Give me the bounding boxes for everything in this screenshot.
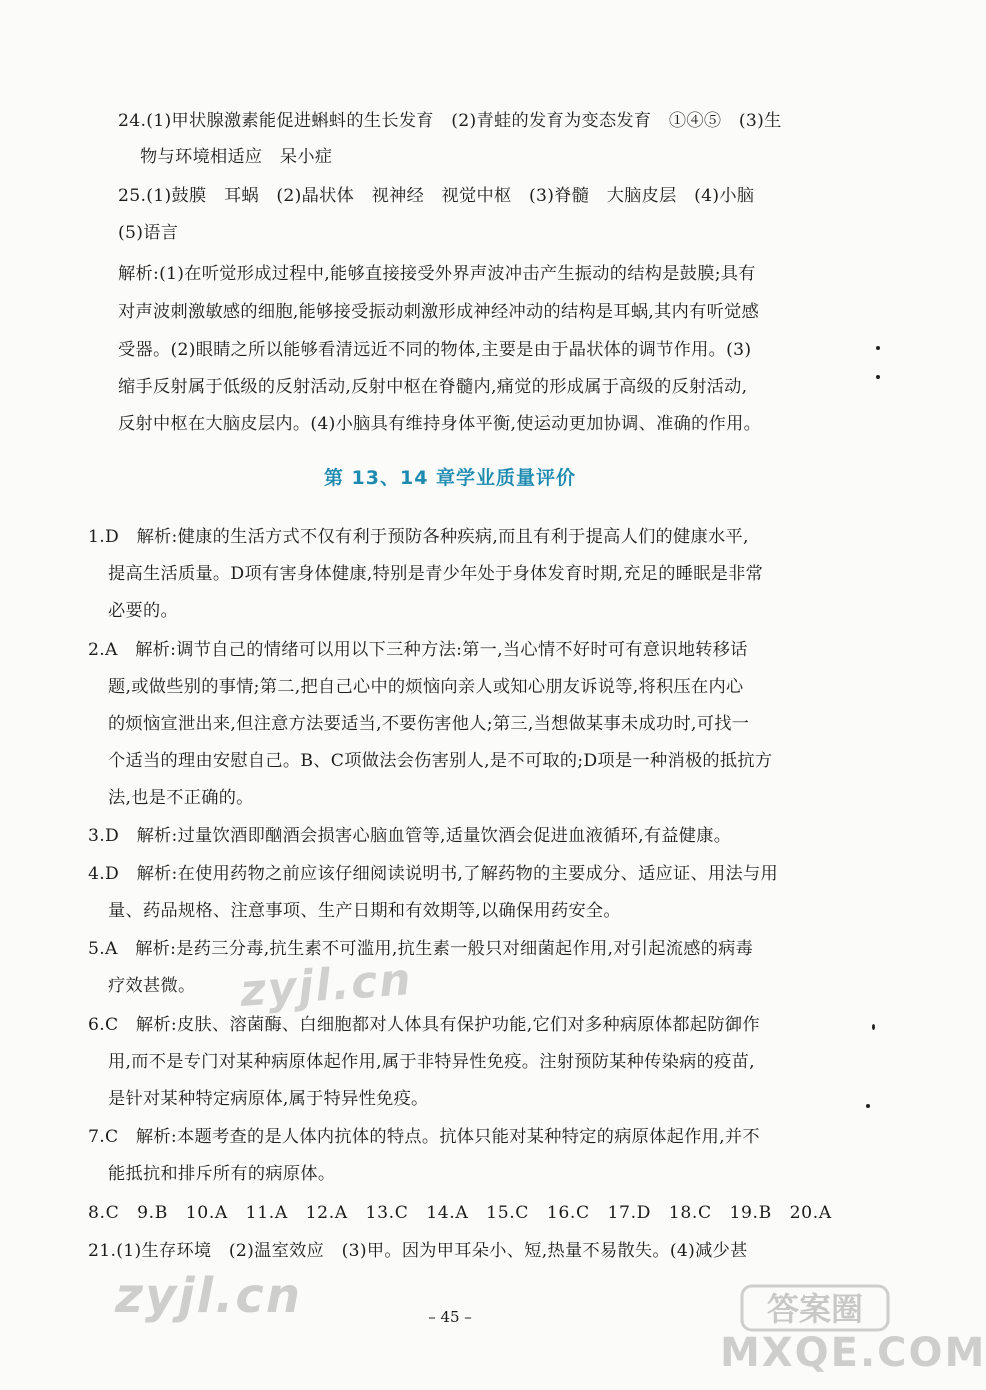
answer-5-line-2: 疗效甚微。 [108, 976, 196, 996]
margin-speck [876, 375, 880, 379]
page-number: – 45 – [428, 1308, 472, 1326]
answer-2-line-5: 法,也是不正确的。 [108, 788, 254, 808]
answer-2-line-3: 的烦恼宣泄出来,但注意方法要适当,不要伤害他人;第三,当想做某事未成功时,可找一 [108, 714, 750, 734]
answer-25-line-1: 25.(1)鼓膜 耳蜗 (2)晶状体 视神经 视觉中枢 (3)脊髓 大脑皮层 (4)小脑 [118, 186, 755, 206]
answer-2-line-2: 题,或做些别的事情;第二,把自己心中的烦恼向亲人或知心朋友诉说等,将积压在内心 [108, 677, 744, 697]
margin-speck [866, 1104, 870, 1108]
answer-25-analysis-line-1: 解析:(1)在听觉形成过程中,能够直接接受外界声波冲击产生振动的结构是鼓膜;具有 [118, 264, 756, 284]
answers-8-to-20: 8.C 9.B 10.A 11.A 12.A 13.C 14.A 15.C 16.C 17.D 18.C 19.B 20.A [88, 1203, 832, 1223]
zyjl-watermark-bottom: zyjl.cn [115, 1268, 302, 1324]
answer-4-line-2: 量、药品规格、注意事项、生产日期和有效期等,以确保用药安全。 [108, 901, 621, 921]
answer-25-analysis-line-3: 受器。(2)眼睛之所以能够看清远近不同的物体,主要是由于晶状体的调节作用。(3) [118, 340, 752, 360]
answer-25-line-2: (5)语言 [118, 223, 179, 243]
answer-21-line-1: 21.(1)生存环境 (2)温室效应 (3)甲。因为甲耳朵小、短,热量不易散失。(4)减少甚 [88, 1241, 748, 1261]
answer-1-line-2: 提高生活质量。D项有害身体健康,特别是青少年处于身体发育时期,充足的睡眠是非常 [108, 564, 764, 584]
mxqe-watermark: MXQE.COM [720, 1330, 986, 1376]
answer-6-line-3: 是针对某种特定病原体,属于特异性免疫。 [108, 1089, 429, 1109]
answer-4-line-1: 4.D 解析:在使用药物之前应该仔细阅读说明书,了解药物的主要成分、适应证、用法与用 [88, 864, 778, 884]
section-title: 第 13、14 章学业质量评价 [323, 467, 577, 489]
daan-logo-text: 答案圈 [766, 1290, 864, 1328]
answer-2-line-4: 个适当的理由安慰自己。B、C项做法会伤害别人,是不可取的;D项是一种消极的抵抗方 [108, 751, 773, 771]
answer-7-line-1: 7.C 解析:本题考查的是人体内抗体的特点。抗体只能对某种特定的病原体起作用,并不 [88, 1127, 760, 1147]
answer-5-line-1: 5.A 解析:是药三分毒,抗生素不可滥用,抗生素一般只对细菌起作用,对引起流感的病毒 [88, 939, 754, 959]
answer-25-analysis-line-5: 反射中枢在大脑皮层内。(4)小脑具有维持身体平衡,使运动更加协调、准确的作用。 [118, 414, 762, 434]
answer-25-analysis-line-2: 对声波刺激敏感的细胞,能够接受振动刺激形成神经冲动的结构是耳蜗,其内有听觉感 [118, 302, 760, 322]
answer-1-line-1: 1.D 解析:健康的生活方式不仅有利于预防各种疾病,而且有利于提高人们的健康水平, [88, 527, 749, 547]
answer-6-line-1: 6.C 解析:皮肤、溶菌酶、白细胞都对人体具有保护功能,它们对多种病原体都起防御作 [88, 1015, 760, 1035]
answer-6-line-2: 用,而不是专门对某种病原体起作用,属于非特异性免疫。注射预防某种传染病的疫苗, [108, 1052, 755, 1072]
answer-7-line-2: 能抵抗和排斥所有的病原体。 [108, 1164, 336, 1184]
answer-24-line-2: 物与环境相适应 呆小症 [140, 147, 333, 167]
answer-3-line-1: 3.D 解析:过量饮酒即酗酒会损害心脑血管等,适量饮酒会促进血液循环,有益健康。 [88, 826, 732, 846]
answer-25-analysis-line-4: 缩手反射属于低级的反射活动,反射中枢在脊髓内,痛觉的形成属于高级的反射活动, [118, 377, 748, 397]
answer-1-line-3: 必要的。 [108, 601, 178, 621]
daan-logo-watermark [740, 1280, 890, 1335]
margin-speck [872, 1024, 875, 1030]
answer-2-line-1: 2.A 解析:调节自己的情绪可以用以下三种方法:第一,当心情不好时可有意识地转移话 [88, 640, 748, 660]
answer-24-line-1: 24.(1)甲状腺激素能促进蝌蚪的生长发育 (2)青蛙的发育为变态发育 ①④⑤ (3)生 [118, 111, 782, 131]
zyjl-watermark-center: zyjl.cn [238, 954, 415, 1017]
margin-speck [876, 346, 880, 350]
